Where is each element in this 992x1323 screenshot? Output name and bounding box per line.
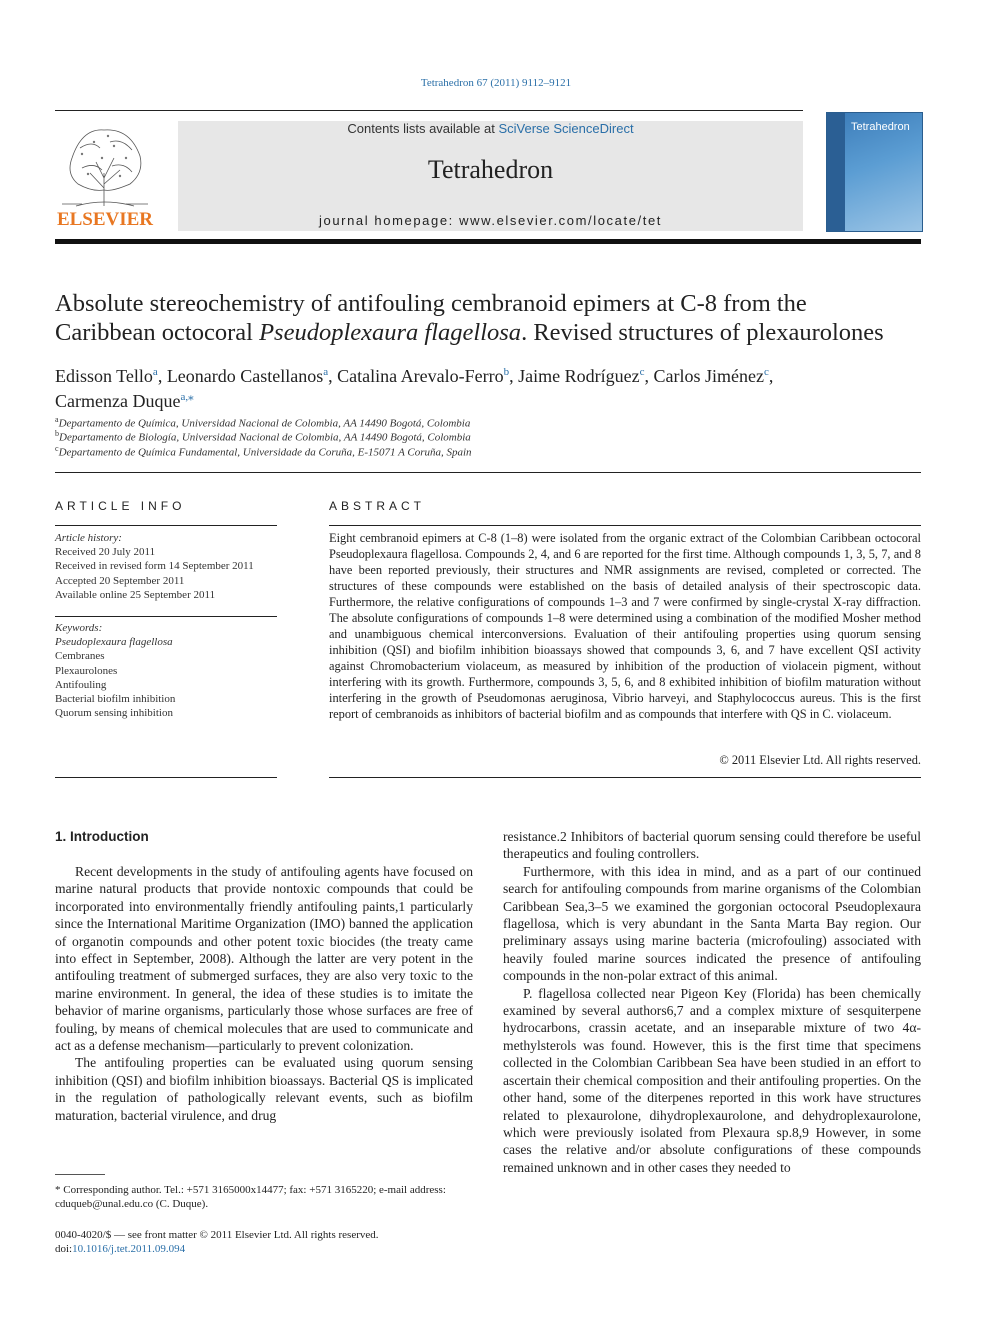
header-top-rule — [55, 110, 803, 111]
affiliation-mark: a — [55, 415, 59, 424]
article-info-heading: ARTICLE INFO — [55, 499, 186, 513]
keyword: Plexaurolones — [55, 664, 118, 677]
abstract-heading: ABSTRACT — [329, 499, 426, 513]
footnote-rule — [55, 1174, 105, 1175]
article-info-bottom-rule — [55, 777, 277, 778]
corresponding-author-note: * Corresponding author. Tel.: +571 3165000x14477; fax: +571 3165220; e-mail address: cduqueb@unal.edu.co (C. Duque). — [55, 1184, 446, 1210]
author-name[interactable]: Edisson Tello — [55, 366, 153, 386]
contents-prefix: Contents lists available at — [347, 121, 499, 136]
header-thick-rule — [55, 239, 921, 244]
author-name[interactable]: Leonardo Castellanos — [166, 366, 324, 386]
sciencedirect-link[interactable]: SciVerse ScienceDirect — [498, 121, 634, 136]
author-affiliation-mark[interactable]: a — [152, 366, 158, 378]
journal-homepage — [178, 213, 803, 228]
intro-paragraph: Recent developments in the study of antifouling agents have focused on marine natural products that provide nontoxic compounds that could be incorporated into environmentally friendly antifouling paints,1 particularly since the International Maritime Organization (IMO) banned the application of organotin compounds and other potent toxic biocides (the treaty came into effect in September, 2008). Although the latter are very potent in the antifouling treatment of submerged surfaces, they are also very toxic to the marine environment. In general, the idea of these studies is to imitate the behavior of marine organisms, particularly those whose surfaces are free of fouling, by means of chemical molecules that are used to communicate and act as a defense mechanism—particularly to prevent colonization. — [55, 864, 473, 1054]
article-info-rule — [55, 525, 277, 526]
affiliation-text: Departamento de Biología, Universidad Nacional de Colombia, AA 14490 Bogotá, Colombia — [59, 431, 471, 444]
title-species: Pseudoplexaura flagellosa — [259, 319, 522, 346]
abstract-copyright: © 2011 Elsevier Ltd. All rights reserved. — [719, 753, 921, 767]
affiliation-text: Departamento de Química Fundamental, Universidade da Coruña, E-15071 A Coruña, Spain — [58, 446, 472, 459]
intro-paragraph: Furthermore, with this idea in mind, and as a part of our continued search for antifouling compounds from marine organisms of the Colombian Caribbean Sea,3–5 we examined the gorgonian octocoral Pseudoplexaura flagellosa, which is very abundant in the Santa Marta Bay region. Our preliminary assays using marine bacteria (microfouling) associated with heavily fouled marine sources indicated the presence of antifouling compounds in the non-polar extract of this animal. — [503, 863, 921, 984]
homepage-link[interactable]: www.elsevier.com/locate/tet — [459, 213, 662, 228]
history-label: Article history: — [55, 532, 122, 544]
history-item: Available online 25 September 2011 — [55, 588, 216, 601]
abstract-bottom-rule — [329, 777, 921, 778]
title-line-1: Absolute stereochemistry of antifouling cembranoid epimers at C-8 from the — [55, 290, 807, 317]
intro-paragraph: resistance.2 Inhibitors of bacterial quorum sensing could therefore be useful therapeutics and fouling controllers. — [503, 829, 921, 862]
author-name[interactable]: Carlos Jiménez — [653, 366, 764, 386]
cover-side-strip — [827, 113, 845, 231]
author-affiliation-mark[interactable]: c — [763, 366, 769, 378]
history-item: Accepted 20 September 2011 — [55, 574, 185, 587]
doi-prefix: doi: — [55, 1243, 73, 1255]
affiliation — [55, 444, 472, 459]
author-separator: , — [328, 366, 338, 386]
elsevier-wordmark: ELSEVIER — [56, 209, 154, 230]
issn-line: 0040-4020/$ — see front matter © 2011 Elsevier Ltd. All rights reserved. — [55, 1229, 379, 1241]
author-affiliation-mark[interactable]: b — [503, 366, 510, 378]
keywords-label: Keywords: — [55, 622, 103, 634]
affiliation-text: Departamento de Química, Universidad Nacional de Colombia, AA 14490 Bogotá, Colombia — [58, 417, 471, 430]
author-separator: , — [644, 366, 654, 386]
author-name[interactable]: Jaime Rodríguez — [518, 366, 640, 386]
keywords-rule — [55, 616, 277, 617]
keyword: Pseudoplexaura flagellosa — [55, 636, 173, 649]
doi-link[interactable]: 10.1016/j.tet.2011.09.094 — [72, 1243, 186, 1255]
title-line-2-post: . Revised structures of plexaurolones — [521, 319, 884, 346]
affiliation-mark: b — [55, 429, 59, 438]
paper-title — [55, 289, 935, 347]
author-name[interactable]: Catalina Arevalo-Ferro — [337, 366, 504, 386]
abstract-rule — [329, 525, 921, 526]
keyword: Quorum sensing inhibition — [55, 707, 173, 720]
keyword: Bacterial biofilm inhibition — [55, 693, 176, 706]
intro-left-column — [55, 863, 473, 1124]
affiliation — [55, 415, 470, 430]
article-history — [55, 531, 277, 602]
affiliation — [55, 429, 471, 444]
doi-line — [55, 1242, 473, 1256]
affiliation-rule — [55, 472, 921, 473]
author-name[interactable]: Carmenza Duque — [55, 391, 181, 411]
contents-line — [178, 121, 803, 136]
affiliation-mark: c — [55, 444, 59, 453]
intro-right-column — [503, 828, 921, 1176]
journal-cover-image — [826, 112, 923, 232]
author-separator: , — [509, 366, 519, 386]
history-item: Received 20 July 2011 — [55, 546, 156, 559]
author-list — [55, 362, 935, 412]
abstract-text: Eight cembranoid epimers at C-8 (1–8) were isolated from the organic extract of the Colombian Caribbean octocoral Pseudoplexaura flagellosa. Compounds 2, 4, and 6 are reported for the first time. Although compounds 1, 3, 5, 7, and 8 have been reported previously, their structures and NMR assignments are revised, completed or corrected. The structures of these compounds were established on the basis of detailed analysis of their spectroscopic data. Furthermore, the relative configurations of compounds 1–3 and 7 were confirmed by single-crystal X-ray diffraction. The absolute configurations of compounds 1–8 were determined using a combination of the modified Mosher method and unambiguous chemical interconversions. Evaluation of their antifouling properties using quorum sensing inhibition (QSI) and biofilm inhibition bioassays showed that compounds 3, 6, and 7 have excellent QSI activity against Chromobacterium violaceum, as measured by inhibition of the production of violacein pigment, without interfering with its growth. Furthermore, compounds 3, 5, 6, and 8 exhibited inhibition of biofilm maturation without interfering in the growth of Pseudomonas aeruginosa, Vibrio harveyi, and Staphylococcus aureus. This is the first report of cembranoids as inhibitors of bacterial biofilm and as compounds that interfere with QS in C. violaceum. — [329, 531, 921, 721]
author-affiliation-mark[interactable]: a,⁎ — [180, 391, 194, 403]
keywords-block — [55, 621, 277, 720]
author-separator: , — [157, 366, 167, 386]
intro-paragraph: P. flagellosa collected near Pigeon Key (Florida) has been chemically examined by several authors6,7 and a complex mixture of sesquiterpene hydrocarbons, crassin acetate, and an inseparable mixture of two 4α-methylsterols was found. However, this is the first time that specimens collected in the Colombian Caribbean Sea have been studied in an effort to ascertain their chemical composition and their antifouling properties. On the other hand, some of the diterpenes reported in this work have structures related to plexaurolone, dihydroplexaurolone, and dehydroplexaurolone, which were previously isolated from Plexaura sp.8,9 However, in some cases the relative and/or absolute configurations of these compounds remained unknown and in other cases they needed to — [503, 985, 921, 1175]
keyword: Cembranes — [55, 650, 105, 663]
author-affiliation-mark[interactable]: a — [323, 366, 329, 378]
intro-paragraph: The antifouling properties can be evaluated using quorum sensing inhibition (QSI) and biofilm inhibition bioassays. Bacterial QS is implicated in the regulation of pathologically relevant events, such as biofilm maturation, bacterial virulence, and drug — [55, 1055, 473, 1123]
history-item: Received in revised form 14 September 2011 — [55, 560, 254, 573]
author-separator: , — [768, 366, 774, 386]
journal-title: Tetrahedron — [427, 155, 554, 184]
journal-citation[interactable]: Tetrahedron 67 (2011) 9112–9121 — [420, 77, 572, 89]
title-line-2-pre: Caribbean octocoral — [55, 319, 260, 346]
intro-heading: 1. Introduction — [55, 829, 149, 844]
cover-title: Tetrahedron — [851, 121, 910, 133]
keyword: Antifouling — [55, 678, 107, 691]
homepage-prefix: journal homepage: — [319, 213, 460, 228]
author-affiliation-mark[interactable]: c — [639, 366, 645, 378]
